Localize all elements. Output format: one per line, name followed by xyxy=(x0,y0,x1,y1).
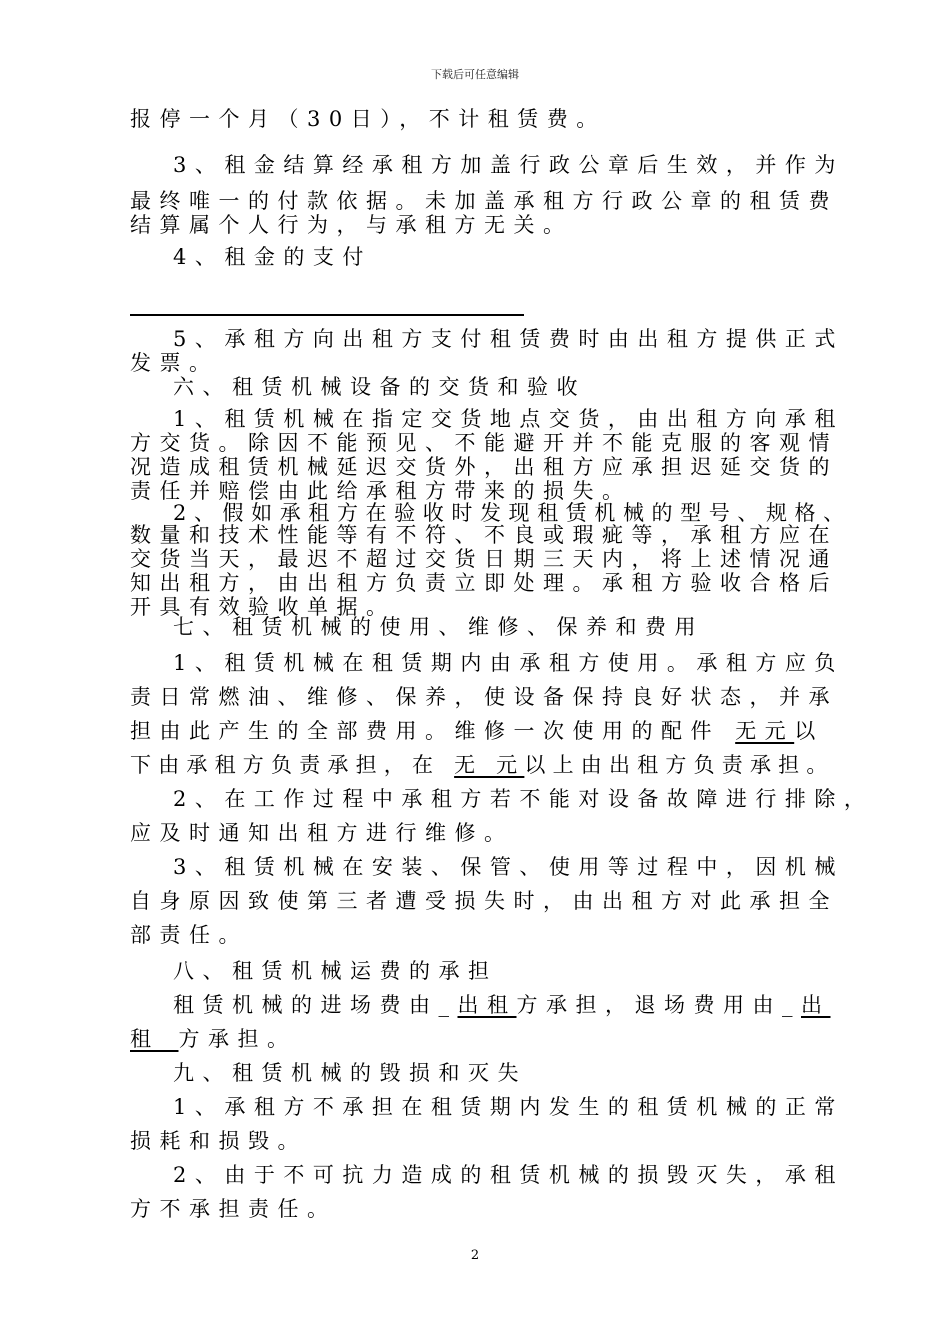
section-heading: 六、租赁机械设备的交货和验收 xyxy=(173,375,586,399)
text-line: 1、租赁机械在租赁期内由承租方使用。承租方应负 xyxy=(173,651,844,675)
page-header: 下载后可任意编辑 xyxy=(431,68,519,81)
text-line: 开具有效验收单据。 xyxy=(130,595,396,619)
text-line: 3、租赁机械在安装、保管、使用等过程中，因机械 xyxy=(173,855,844,879)
blank-mark: _ xyxy=(782,993,801,1017)
text-segment: 方承担。 xyxy=(178,1027,297,1051)
text-segment: 租赁机械的进场费由 xyxy=(173,993,439,1017)
text-segment: 以上由出租方负责承担。 xyxy=(524,753,835,777)
page-number: 2 xyxy=(470,1248,480,1263)
text-line: 结算属个人行为，与承租方无关。 xyxy=(130,213,573,237)
filled-blank: 无 元 xyxy=(454,753,525,777)
text-line: 方交货。除因不能预见、不能避开并不能克服的客观情 xyxy=(130,431,838,455)
text-segment: 以 xyxy=(794,719,824,743)
text-line: 2、在工作过程中承租方若不能对设备故障进行排除， xyxy=(173,787,874,811)
text-line: 1、承租方不承担在租赁期内发生的租赁机械的正常 xyxy=(173,1095,844,1119)
text-line xyxy=(130,1026,297,1052)
blank-mark: _ xyxy=(159,1027,179,1051)
filled-blank: 出 xyxy=(801,993,831,1017)
filled-blank: 出租 xyxy=(457,993,517,1017)
text-line: 应及时通知出租方进行维修。 xyxy=(130,821,514,845)
text-line: 4、租金的支付 xyxy=(173,245,372,269)
text-line xyxy=(173,992,831,1018)
text-line: 知出租方，由出租方负责立即处理。承租方验收合格后 xyxy=(130,571,838,595)
text-line: 最终唯一的付款依据。未加盖承租方行政公章的租赁费 xyxy=(130,189,838,213)
text-line: 损耗和损毁。 xyxy=(130,1129,307,1153)
text-line xyxy=(130,752,835,778)
text-line xyxy=(130,718,824,744)
text-segment: 下由承租方负责承担，在 xyxy=(130,753,441,777)
text-line: 方不承担责任。 xyxy=(130,1197,337,1221)
text-line: 报停一个月（30日），不计租赁费。 xyxy=(130,107,606,131)
text-line: 责日常燃油、维修、保养，使设备保持良好状态，并承 xyxy=(130,685,838,709)
text-line: 3、租金结算经承租方加盖行政公章后生效，并作为 xyxy=(173,153,844,177)
text-line: 部责任。 xyxy=(130,923,248,947)
text-segment: 担由此产生的全部费用。维修一次使用的配件 xyxy=(130,719,720,743)
text-line: 2、由于不可抗力造成的租赁机械的损毁灭失，承租 xyxy=(173,1163,844,1187)
text-line: 况造成租赁机械延迟交货外，出租方应承担迟延交货的 xyxy=(130,455,838,479)
filled-blank: 租 xyxy=(130,1027,160,1051)
section-heading: 八、租赁机械运费的承担 xyxy=(173,959,498,983)
text-line: 交货当天，最迟不超过交货日期三天内，将上述情况通 xyxy=(130,547,838,571)
text-line: 责任并赔偿由此给承租方带来的损失。 xyxy=(130,479,632,503)
text-line: 发票。 xyxy=(130,351,219,375)
filled-blank: 无元 xyxy=(735,719,795,743)
blank-mark: _ xyxy=(438,993,458,1017)
text-line: 自身原因致使第三者遭受损失时，由出租方对此承担全 xyxy=(130,889,838,913)
separator-rule xyxy=(130,314,524,316)
section-heading: 七、租赁机械的使用、维修、保养和费用 xyxy=(173,615,704,639)
section-heading: 九、租赁机械的毁损和灭失 xyxy=(173,1061,527,1085)
text-segment: 方承担，退场费用由 xyxy=(516,993,782,1017)
text-line: 数量和技术性能等有不符、不良或瑕疵等，承租方应在 xyxy=(130,523,838,547)
text-line: 2、假如承租方在验收时发现租赁机械的型号、规格、 xyxy=(173,501,852,525)
text-line: 1、租赁机械在指定交货地点交货，由出租方向承租 xyxy=(173,407,844,431)
text-line: 5、承租方向出租方支付租赁费时由出租方提供正式 xyxy=(173,327,844,351)
